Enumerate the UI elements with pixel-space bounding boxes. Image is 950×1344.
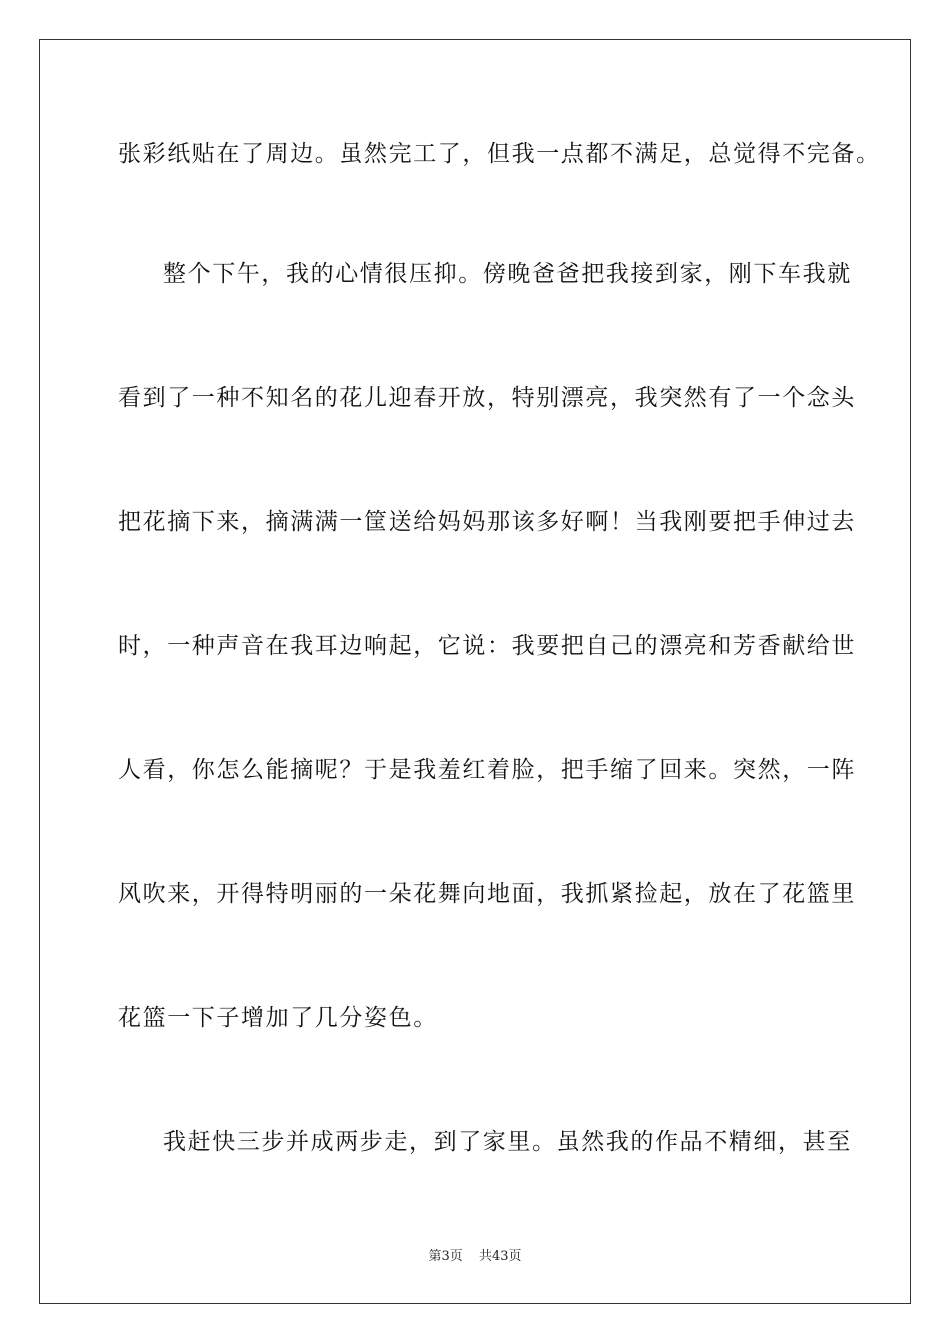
paragraph-start-line: 整个下午，我的心情很压抑。傍晚爸爸把我接到家，刚下车我就	[163, 261, 852, 287]
paragraph-start-line-2: 我赶快三步并成两步走，到了家里。虽然我的作品不精细，甚至	[163, 1129, 852, 1155]
page-footer	[0, 1245, 950, 1264]
text-line-7: 风吹来，开得特明丽的一朵花舞向地面，我抓紧捡起，放在了花篮里	[118, 881, 856, 907]
page-number: 第3页	[428, 1249, 463, 1264]
text-line-1: 张彩纸贴在了周边。虽然完工了，但我一点都不满足，总觉得不完备。	[118, 141, 881, 167]
page-border	[39, 39, 911, 1304]
text-line-5: 时，一种声音在我耳边响起，它说：我要把自己的漂亮和芳香献给世	[118, 633, 856, 659]
text-line-8: 花篮一下子增加了几分姿色。	[118, 1005, 438, 1031]
page-total: 共43页	[478, 1249, 522, 1264]
text-line-3: 看到了一种不知名的花儿迎春开放，特别漂亮，我突然有了一个念头	[118, 385, 856, 411]
text-line-6: 人看，你怎么能摘呢？于是我羞红着脸，把手缩了回来。突然，一阵	[118, 757, 856, 783]
text-line-4: 把花摘下来，摘满满一筐送给妈妈那该多好啊！当我刚要把手伸过去	[118, 509, 856, 535]
